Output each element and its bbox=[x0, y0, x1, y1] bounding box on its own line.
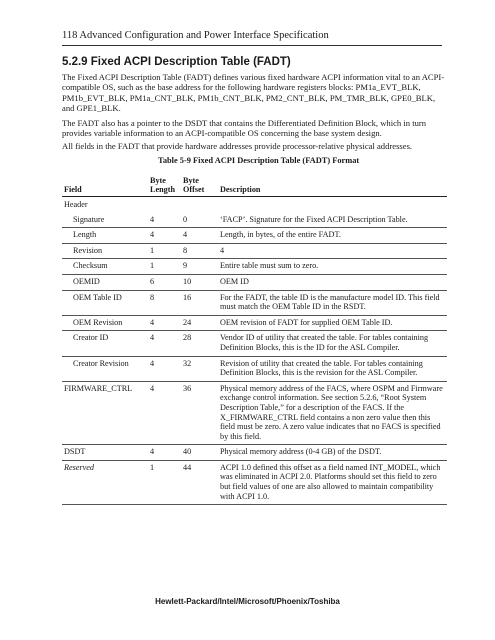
table-row bbox=[62, 315, 447, 331]
cell-field: OEM Table ID bbox=[62, 290, 148, 315]
cell-byte-length: 4 bbox=[148, 356, 181, 381]
cell-description: OEM revision of FADT for supplied OEM Table ID. bbox=[218, 315, 447, 331]
table-header-row bbox=[62, 169, 447, 197]
group-header-label: Header bbox=[64, 200, 88, 209]
cell-field: Creator ID bbox=[62, 331, 148, 356]
table-row bbox=[62, 259, 447, 275]
cell-description: For the FADT, the table ID is the manufacture model ID. This field must match the OEM Table ID in the RSDT. bbox=[218, 290, 447, 315]
table-row bbox=[62, 331, 447, 356]
cell-field: Checksum bbox=[62, 259, 148, 275]
cell-description: Revision of utility that created the table. For tables containing Definition Blocks, this is the revision for the ASL Compiler. bbox=[218, 356, 447, 381]
cell-byte-length: 8 bbox=[148, 290, 181, 315]
cell-byte-length: 4 bbox=[148, 213, 181, 228]
cell-byte-length: 4 bbox=[148, 445, 181, 461]
cell-field: OEMID bbox=[62, 274, 148, 290]
table-row bbox=[62, 290, 447, 315]
cell-description: ACPI 1.0 defined this offset as a field named INT_MODEL, which was eliminated in ACPI 2.0. Platforms should set this field to zero but field values of one are also allowed to maintain compatibility with ACPI 1.0. bbox=[218, 460, 447, 504]
cell-byte-length: 1 bbox=[148, 243, 181, 259]
cell-field: Signature bbox=[62, 213, 148, 228]
cell-description: OEM ID bbox=[218, 274, 447, 290]
cell-byte-offset: 8 bbox=[181, 243, 218, 259]
column-header-byte-offset: Byte Offset bbox=[181, 169, 218, 197]
cell-description: Physical memory address of the FACS, where OSPM and Firmware exchange control information. See section 5.2.6, “Root System Description Table,” for a description of the FACS. If the X_FIRMWARE_CTRL field contains a non zero value then this field must be zero. A zero value indicates that no FACS is specified by this field. bbox=[218, 381, 447, 445]
cell-description: Entire table must sum to zero. bbox=[218, 259, 447, 275]
paragraph-dsdt-pointer: The FADT also has a pointer to the DSDT that contains the Differentiated Definition Block, which in turn provides variable information to an ACPI-compatible OS concerning the base system design. bbox=[62, 118, 427, 139]
table-row bbox=[62, 381, 447, 445]
cell-byte-length: 6 bbox=[148, 274, 181, 290]
cell-byte-offset: 4 bbox=[181, 228, 218, 244]
table-group-row bbox=[62, 197, 447, 213]
cell-field: Length bbox=[62, 228, 148, 244]
paragraph-intro: The Fixed ACPI Description Table (FADT) defines various fixed hardware ACPI information vital to an ACPI-compatible OS, such as the base address for the following hardware registers blocks: PM1a_EVT_BLK, PM1b_EVT_BLK, PM1a_CNT_BLK, PM1b_CNT_BLK, PM2_CNT_BLK, PM_TMR_BLK, GPE0_BLK, and GPE1_BLK. bbox=[62, 72, 445, 114]
cell-byte-offset: 36 bbox=[181, 381, 218, 445]
cell-byte-length: 4 bbox=[148, 315, 181, 331]
table-row bbox=[62, 243, 447, 259]
cell-description: ‘FACP’. Signature for the Fixed ACPI Description Table. bbox=[218, 213, 447, 228]
table-row bbox=[62, 460, 447, 504]
table-row bbox=[62, 445, 447, 461]
cell-byte-offset: 16 bbox=[181, 290, 218, 315]
cell-byte-offset: 44 bbox=[181, 460, 218, 504]
cell-field: DSDT bbox=[62, 445, 148, 461]
cell-byte-offset: 28 bbox=[181, 331, 218, 356]
cell-byte-offset: 10 bbox=[181, 274, 218, 290]
cell-byte-offset: 0 bbox=[181, 213, 218, 228]
cell-field: OEM Revision bbox=[62, 315, 148, 331]
table-row bbox=[62, 228, 447, 244]
table-row bbox=[62, 356, 447, 381]
paragraph-addresses: All fields in the FADT that provide hardware addresses provide processor-relative physical addresses. bbox=[62, 141, 413, 151]
cell-description: Length, in bytes, of the entire FADT. bbox=[218, 228, 447, 244]
column-header-byte-length: Byte Length bbox=[148, 169, 181, 197]
cell-description: Physical memory address (0-4 GB) of the DSDT. bbox=[218, 445, 447, 461]
table-row bbox=[62, 274, 447, 290]
cell-byte-length: 4 bbox=[148, 228, 181, 244]
section-title: 5.2.9 Fixed ACPI Description Table (FADT) bbox=[62, 56, 291, 68]
cell-field: Revision bbox=[62, 243, 148, 259]
table-caption: Table 5-9 Fixed ACPI Description Table (FADT) Format bbox=[158, 156, 360, 165]
cell-byte-length: 4 bbox=[148, 381, 181, 445]
cell-byte-length: 1 bbox=[148, 259, 181, 275]
cell-byte-offset: 24 bbox=[181, 315, 218, 331]
cell-description: 4 bbox=[218, 243, 447, 259]
cell-field: FIRMWARE_CTRL bbox=[62, 381, 148, 445]
cell-field: Reserved bbox=[62, 460, 148, 504]
cell-byte-offset: 32 bbox=[181, 356, 218, 381]
page-footer: Hewlett-Packard/Intel/Microsoft/Phoenix/Toshiba bbox=[155, 597, 340, 606]
cell-field: Creator Revision bbox=[62, 356, 148, 381]
fadt-format-table bbox=[62, 169, 447, 505]
table-row bbox=[62, 213, 447, 228]
cell-byte-offset: 40 bbox=[181, 445, 218, 461]
cell-byte-length: 4 bbox=[148, 331, 181, 356]
column-header-field: Field bbox=[62, 169, 148, 197]
cell-byte-length: 1 bbox=[148, 460, 181, 504]
cell-description: Vendor ID of utility that created the table. For tables containing Definition Blocks, this is the ID for the ASL Compiler. bbox=[218, 331, 447, 356]
running-header: 118 Advanced Configuration and Power Interface Specification bbox=[62, 30, 329, 41]
header-rule bbox=[62, 45, 442, 46]
column-header-description: Description bbox=[218, 169, 447, 197]
cell-byte-offset: 9 bbox=[181, 259, 218, 275]
